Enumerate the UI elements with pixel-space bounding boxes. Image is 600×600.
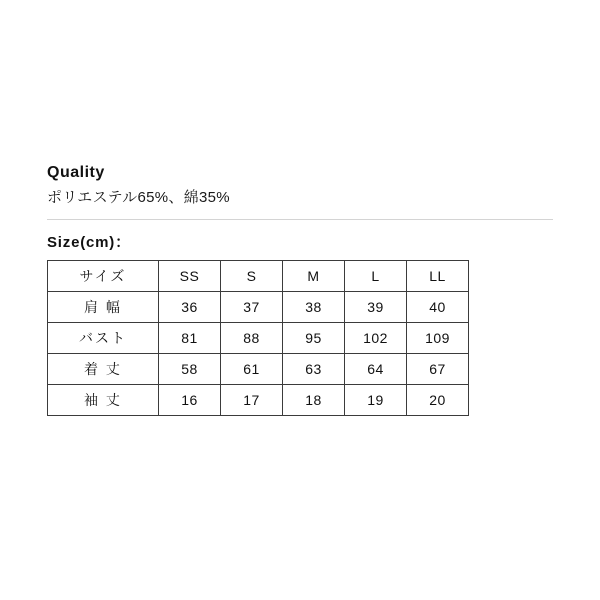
- row-label: 袖 丈: [48, 385, 159, 416]
- table-header-cell: L: [345, 261, 407, 292]
- table-cell: 67: [407, 354, 469, 385]
- row-label: 肩 幅: [48, 292, 159, 323]
- table-cell: 17: [221, 385, 283, 416]
- table-row: [48, 354, 469, 385]
- quality-material-text: ポリエステル65%、綿35%: [47, 189, 230, 206]
- table-header-cell: LL: [407, 261, 469, 292]
- table-cell: 58: [159, 354, 221, 385]
- table-row: [48, 323, 469, 354]
- table-cell: 63: [283, 354, 345, 385]
- table-cell: 61: [221, 354, 283, 385]
- table-header-cell: SS: [159, 261, 221, 292]
- table-row: [48, 385, 469, 416]
- table-header-cell: S: [221, 261, 283, 292]
- row-label: バスト: [48, 323, 159, 354]
- section-divider: [47, 219, 553, 220]
- table-cell: 39: [345, 292, 407, 323]
- table-cell: 38: [283, 292, 345, 323]
- size-heading: Size(cm)：: [47, 234, 131, 251]
- table-cell: 102: [345, 323, 407, 354]
- table-header-row: [48, 261, 469, 292]
- table-cell: 95: [283, 323, 345, 354]
- table-cell: 64: [345, 354, 407, 385]
- row-label: 着 丈: [48, 354, 159, 385]
- table-header-cell: M: [283, 261, 345, 292]
- table-cell: 20: [407, 385, 469, 416]
- table-cell: 88: [221, 323, 283, 354]
- table-cell: 81: [159, 323, 221, 354]
- size-table: [47, 260, 469, 416]
- table-cell: 16: [159, 385, 221, 416]
- table-cell: 36: [159, 292, 221, 323]
- spec-content: [47, 162, 553, 416]
- table-cell: 37: [221, 292, 283, 323]
- quality-heading: Quality: [47, 164, 105, 181]
- table-cell: 18: [283, 385, 345, 416]
- table-cell: 19: [345, 385, 407, 416]
- table-cell: 109: [407, 323, 469, 354]
- table-cell: 40: [407, 292, 469, 323]
- table-row: [48, 292, 469, 323]
- table-header-cell: サイズ: [48, 261, 159, 292]
